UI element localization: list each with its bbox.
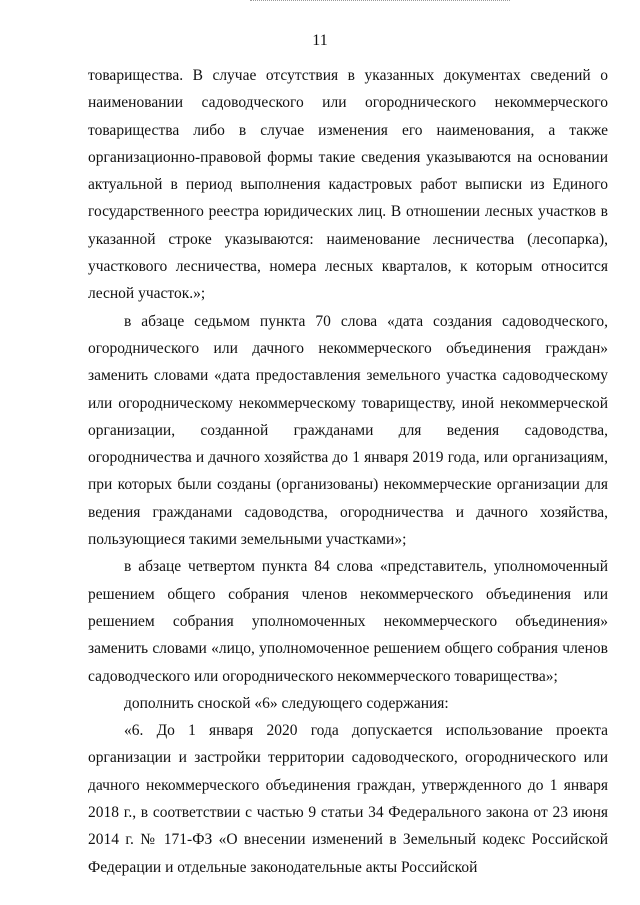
document-body xyxy=(88,62,608,881)
paragraph-continuation: товарищества. В случае отсутствия в указанных документах сведений о наименовании садоводческого или огороднического некоммерческого товарищества либо в случае изменения его наименования, а также организационно-правовой формы такие сведения указываются на основании актуальной в период выполнения кадастровых работ выписки из Единого государственного реестра юридических лиц. В отношении лесных участков в указанной строке указываются: наименование лесничества (лесопарка), участкового лесничества, номера лесных кварталов, к которым относится лесной участок.»; xyxy=(88,67,608,303)
paragraph-item-84: в абзаце четвертом пункта 84 слова «представитель, уполномоченный решением общего собрания членов некоммерческого объединения или решением собрания уполномоченных некоммерческого объединения» заменить словами «лицо, уполномоченное решением общего собрания членов садоводческого или огороднического некоммерческого товарищества»; xyxy=(88,558,608,685)
page-number: 11 xyxy=(312,32,328,49)
paragraph-footnote-6: «6. До 1 января 2020 года допускается использование проекта организации и застройки территории садоводческого, огороднического или дачного некоммерческого объединения граждан, утвержденного до 1 января 2018 г., в соответствии с частью 9 статьи 34 Федерального закона от 23 июня 2014 г. № 171-ФЗ «О внесении изменений в Земельный кодекс Российской Федерации и отдельные законодательные акты Российской xyxy=(88,722,608,876)
paragraph-item-70: в абзаце седьмом пункта 70 слова «дата создания садоводческого, огороднического или дачного некоммерческого объединения граждан» заменить словами «дата предоставления земельного участка садоводческому или огородническому некоммерческому товариществу, иной некоммерческой организации, созданной гражданами для ведения садоводства, огородничества и дачного хозяйства до 1 января 2019 года, или организациям, при которых были созданы (организованы) некоммерческие организации для ведения гражданами садоводства, огородничества и дачного хозяйства, пользующиеся такими земельными участками»; xyxy=(88,312,608,549)
scan-top-mark xyxy=(250,0,510,3)
paragraph-footnote-intro: дополнить сноской «6» следующего содержания: xyxy=(124,694,449,712)
